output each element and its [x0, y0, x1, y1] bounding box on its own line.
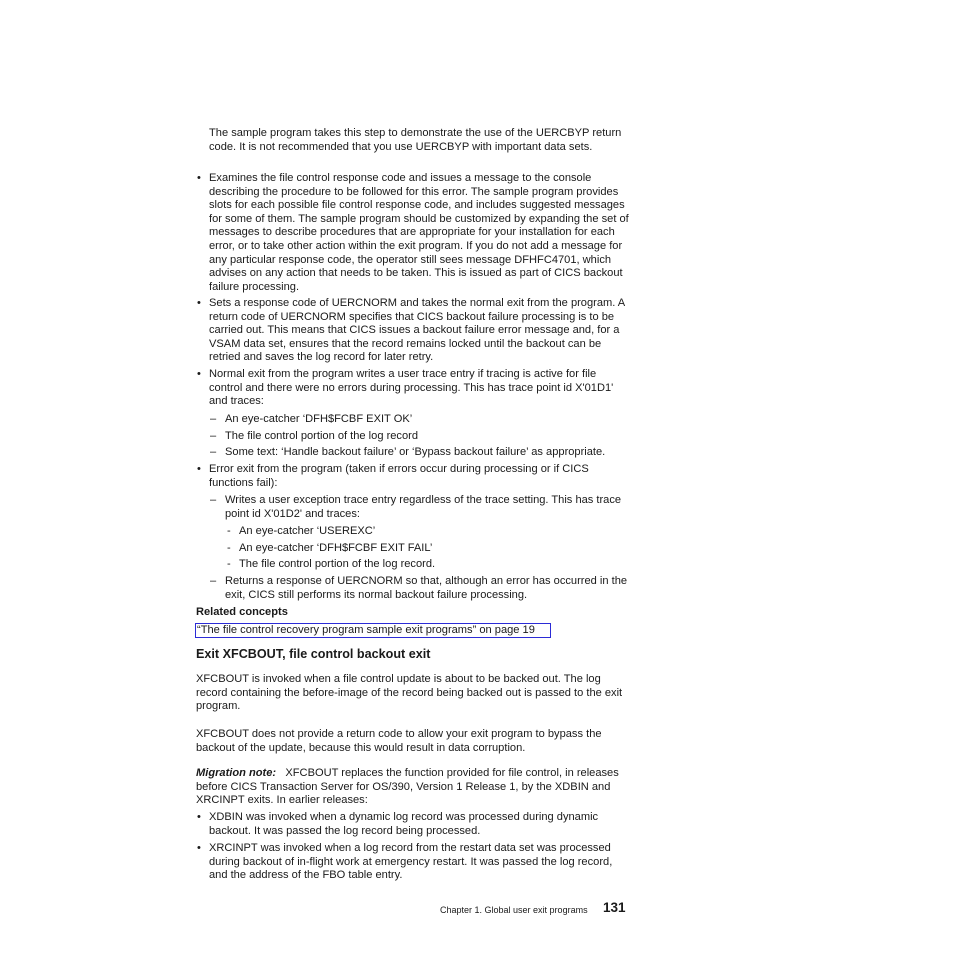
related-concepts-heading: Related concepts [196, 606, 288, 618]
body-paragraph: XFCBOUT does not provide a return code to allow your exit program to bypass the backout of the update, because this would result in data corruption. [196, 728, 602, 754]
footer-chapter-title: Chapter 1. Global user exit programs [440, 905, 588, 915]
migration-note-paragraph [196, 767, 624, 808]
migration-note-label: Migration note: [196, 767, 277, 779]
bullet-mark: • [197, 172, 201, 184]
dash-mark: – [210, 575, 217, 587]
bullet-item-xrcinpt: XRCINPT was invoked when a log record from the restart data set was processed during backout of in-flight work at emergency restart. It was passed the log record, and the address of the FBO table entry. [209, 842, 613, 882]
bullet-item-normal-exit: Normal exit from the program writes a user trace entry if tracing is active for file control and there were no errors during processing. This has trace point id X'01D1' and traces: [209, 368, 614, 408]
hyphen-mark: - [227, 558, 231, 570]
sub-item: The file control portion of the log record [225, 430, 419, 442]
sub-sub-item: An eye-catcher ‘DFH$FCBF EXIT FAIL’ [239, 542, 433, 554]
hyphen-mark: - [227, 542, 231, 554]
bullet-mark: • [197, 811, 201, 823]
bullet-item-response-code: Examines the file control response code and issues a message to the console describing the procedure to be followed for this error. The sample program provides slots for each possible file control response code, and includes suggested messages for some of them. The sample program should be customized by expanding the set of messages to describe procedures that are appropriate for your installation for each error, or to take other action within the exit program. If you do not add a message for any particular response code, the operator still sees message DFHFC4701, which advises on any action that needs to be taken. This is issued as part of CICS backout failure processing. [209, 172, 629, 293]
bullet-item-error-exit: Error exit from the program (taken if errors occur during processing or if CICS functions fail): [209, 463, 589, 489]
page-number: 131 [603, 900, 626, 915]
bullet-item-xdbin: XDBIN was invoked when a dynamic log record was processed during dynamic backout. It was passed the log record being processed. [209, 811, 599, 837]
dash-mark: – [210, 413, 217, 425]
body-paragraph: XFCBOUT is invoked when a file control update is about to be backed out. The log record containing the before-image of the record being backed out is passed to the exit program. [196, 673, 623, 713]
sub-item: An eye-catcher ‘DFH$FCBF EXIT OK’ [225, 413, 413, 425]
migration-note-text: XFCBOUT replaces the function provided for file control, in releases before CICS Transaction Server for OS/390, Version 1 Release 1, by the XDBIN and XRCINPT exits. In earlier releases: [196, 767, 619, 807]
sub-sub-item: The file control portion of the log record. [239, 558, 436, 570]
bullet-mark: • [197, 842, 201, 854]
bullet-item-uercnorm: Sets a response code of UERCNORM and takes the normal exit from the program. A return code of UERCNORM specifies that CICS backout failure processing is to be carried out. This means that CICS issues a backout failure error message and, for a VSAM data set, ensures that the record remains locked until the backout can be retried and saves the log record for later retry. [209, 297, 625, 364]
sub-item: Some text: ‘Handle backout failure’ or ‘Bypass backout failure’ as appropriate. [225, 446, 606, 458]
sub-item: Writes a user exception trace entry regardless of the trace setting. This has trace point id X'01D2' and traces: [225, 494, 622, 520]
bullet-mark: • [197, 463, 201, 475]
sub-sub-item: An eye-catcher ‘USEREXC’ [239, 525, 376, 537]
bullet-mark: • [197, 297, 201, 309]
dash-mark: – [210, 494, 217, 506]
bullet-mark: • [197, 368, 201, 380]
sub-item: Returns a response of UERCNORM so that, although an error has occurred in the exit, CICS still performs its normal backout failure processing. [225, 575, 628, 601]
intro-paragraph: The sample program takes this step to demonstrate the use of the UERCBYP return code. It is not recommended that you use UERCBYP with important data sets. [209, 127, 622, 153]
dash-mark: – [210, 430, 217, 442]
section-heading: Exit XFCBOUT, file control backout exit [196, 647, 431, 661]
hyphen-mark: - [227, 525, 231, 537]
related-concept-link[interactable]: “The file control recovery program sample exit programs” on page 19 [195, 623, 551, 638]
dash-mark: – [210, 446, 217, 458]
